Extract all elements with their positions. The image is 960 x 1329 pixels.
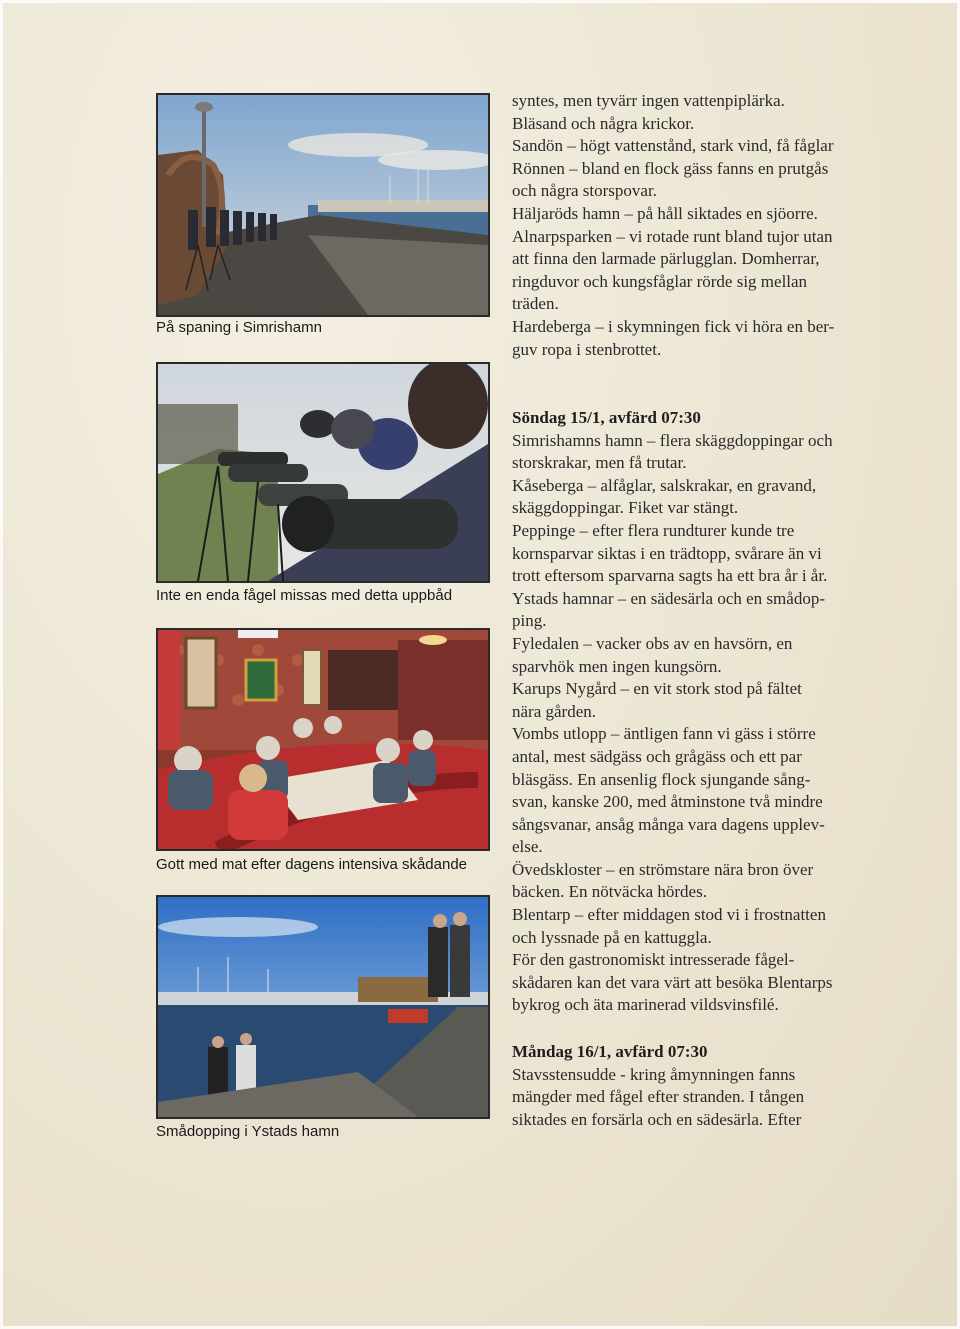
text-line: Vombs utlopp – äntligen fann vi gäss i större [512, 724, 816, 744]
text-line: ping. [512, 611, 547, 631]
text-line: svan, kanske 200, med åtminstone två mindre [512, 792, 823, 812]
text-line: Ystads hamnar – en sädesärla och en smådop- [512, 588, 825, 608]
caption-photo-telescopes: Inte en enda fågel missas med detta uppbåd [156, 587, 453, 604]
text-line: träden. [512, 294, 559, 314]
text-line: skådaren kan det vara värt att besöka Blentarps [512, 972, 833, 992]
text-block-sunday [512, 407, 892, 1017]
text-line: skäggdoppingar. Fiket var stängt. [512, 498, 739, 518]
section-heading-monday: Måndag 16/1, avfärd 07:30 [512, 1042, 708, 1061]
text-line: Blentarp – efter middagen stod vi i frostnatten [512, 905, 826, 925]
text-line: Bläsand och några krickor. [512, 113, 695, 133]
text-line: bäcken. En nötväcka hördes. [512, 882, 707, 902]
text-line: ringduvor och kungsfåglar rörde sig mellan [512, 271, 808, 291]
text-line: Alnarpsparken – vi rotade runt bland tujor utan [512, 226, 833, 246]
text-line: nära gården. [512, 701, 597, 721]
text-line: Fyledalen – vacker obs av en havsörn, en [512, 633, 793, 653]
text-line: sångsvanar, ansåg många vara dagens upplev- [512, 814, 825, 834]
text-line: bläsgäss. En ansenlig flock sjungande sång- [512, 769, 811, 789]
photo-telescopes [156, 362, 490, 583]
section-heading-sunday: Söndag 15/1, avfärd 07:30 [512, 408, 701, 427]
photo-simrishamn [156, 93, 490, 317]
text-line: För den gastronomiskt intresserade fågel- [512, 950, 795, 970]
text-line: storskrakar, men få trutar. [512, 453, 687, 473]
text-line: kornsparvar siktas i en trädtopp, svårare än vi [512, 543, 822, 563]
text-line: trott eftersom sparvarna sagts ha ett bra år i år. [512, 566, 828, 586]
caption-photo-simrishamn: På spaning i Simrishamn [156, 319, 322, 336]
text-line: att finna den larmade pärlugglan. Domherrar, [512, 249, 820, 269]
text-line: Peppinge – efter flera rundturer kunde tre [512, 520, 795, 540]
text-line: och några storspovar. [512, 181, 657, 201]
text-line: guv ropa i stenbrottet. [512, 339, 662, 359]
text-block-saturday [512, 90, 892, 361]
photo-ystad-harbour [156, 895, 490, 1119]
text-line: Simrishamns hamn – flera skäggdoppingar och [512, 430, 833, 450]
text-line: siktades en forsärla och en sädesärla. Efter [512, 1109, 802, 1129]
text-line: Hardeberga – i skymningen fick vi höra en ber- [512, 316, 835, 336]
text-line: syntes, men tyvärr ingen vattenpiplärka. [512, 91, 785, 110]
text-line: bykrog och äta marinerad vildsvinsfilé. [512, 995, 779, 1015]
photo-restaurant [156, 628, 490, 851]
text-line: else. [512, 837, 543, 857]
text-line: mängder med fågel efter stranden. I tången [512, 1087, 805, 1107]
text-line: sparvhök men ingen kungsörn. [512, 656, 722, 676]
text-line: Häljaröds hamn – på håll siktades en sjöorre. [512, 203, 818, 223]
text-line: Stavsstensudde - kring åmynningen fanns [512, 1064, 796, 1084]
text-block-monday [512, 1041, 892, 1131]
text-line: Sandön – högt vattenstånd, stark vind, få fåglar [512, 136, 834, 156]
text-line: Kåseberga – alfåglar, salskrakar, en gravand, [512, 475, 817, 495]
text-line: och lyssnade på en kattuggla. [512, 927, 712, 947]
text-line: Rönnen – bland en flock gäss fanns en prutgås [512, 158, 829, 178]
caption-photo-restaurant: Gott med mat efter dagens intensiva skådande [156, 856, 468, 873]
text-line: antal, mest sädgäss och grågäss och ett par [512, 746, 802, 766]
text-line: Övedskloster – en strömstare nära bron över [512, 859, 814, 879]
text-line: Karups Nygård – en vit stork stod på fältet [512, 679, 802, 699]
caption-photo-ystad-harbour: Smådopping i Ystads hamn [156, 1123, 340, 1140]
